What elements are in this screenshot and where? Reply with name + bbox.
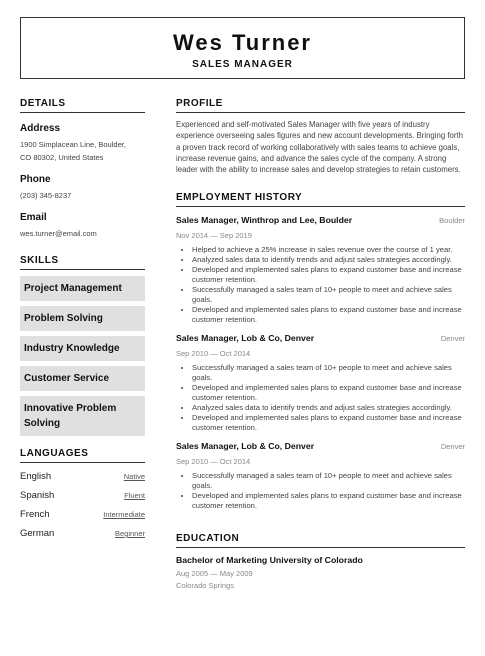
job-bullets xyxy=(176,245,465,325)
job-bullet: • Developed and implemented sales plans to expand customer base and increase customer retention. xyxy=(192,265,465,285)
phone-label: Phone xyxy=(20,174,51,185)
job-title: Sales Manager, Lob & Co, Denver xyxy=(176,333,315,344)
job-bullets xyxy=(176,363,465,433)
education-dates: Aug 2005 — May 2009 xyxy=(176,569,253,579)
job-bullet: • Successfully managed a sales team of 10+ people to meet and achieve sales goals. xyxy=(192,285,465,305)
address-line2: CO 80302, United States xyxy=(20,153,104,162)
languages-heading: LANGUAGES xyxy=(20,448,145,463)
language-name: Spanish xyxy=(20,490,55,501)
job-dates: Nov 2014 — Sep 2019 xyxy=(176,231,252,241)
job-bullet: • Analyzed sales data to identify trends and adjust sales strategies accordingly. xyxy=(192,403,465,413)
language-level: Fluent xyxy=(124,491,145,500)
skill-item: Innovative Problem Solving xyxy=(20,396,145,436)
job-bullets xyxy=(176,471,465,511)
job-bullet: • Analyzed sales data to identify trends and adjust sales strategies accordingly. xyxy=(192,255,465,265)
right-column xyxy=(176,98,465,590)
language-level: Beginner xyxy=(114,529,145,538)
education-heading: EDUCATION xyxy=(176,533,465,548)
languages-list xyxy=(20,467,145,543)
address-line1: 1900 Simplacean Line, Boulder, xyxy=(20,140,126,149)
language-name: French xyxy=(20,509,50,520)
job-title: Sales Manager, Lob & Co, Denver xyxy=(176,441,315,452)
job-dates: Sep 2010 — Oct 2014 xyxy=(176,457,251,467)
job-title: Sales Manager, Winthrop and Lee, Boulder xyxy=(176,215,353,226)
skill-item: Problem Solving xyxy=(20,306,145,331)
resume-header xyxy=(20,17,465,79)
language-name: German xyxy=(20,528,55,539)
job-entry xyxy=(176,215,465,325)
skill-item: Project Management xyxy=(20,276,145,301)
job-entry xyxy=(176,441,465,511)
address-label: Address xyxy=(20,123,61,134)
education-degree: Bachelor of Marketing University of Colorado xyxy=(176,555,363,566)
email-label: Email xyxy=(20,212,47,223)
job-bullet: • Successfully managed a sales team of 10+ people to meet and achieve sales goals. xyxy=(192,363,465,383)
job-bullet: • Developed and implemented sales plans to expand customer base and increase customer retention. xyxy=(192,413,465,433)
education-location: Colorado Springs xyxy=(176,581,234,591)
language-level: Intermediate xyxy=(103,510,145,519)
email-value: wes.turner@email.com xyxy=(20,229,97,238)
employment-heading: EMPLOYMENT HISTORY xyxy=(176,192,465,207)
language-level: Native xyxy=(123,472,145,481)
language-row xyxy=(20,486,145,505)
candidate-role: SALES MANAGER xyxy=(192,59,293,70)
job-location: Denver xyxy=(440,442,465,452)
language-name: English xyxy=(20,471,52,482)
job-bullet: • Successfully managed a sales team of 10+ people to meet and achieve sales goals. xyxy=(192,471,465,491)
job-entry xyxy=(176,333,465,433)
language-row xyxy=(20,467,145,486)
candidate-name: Wes Turner xyxy=(173,30,312,55)
job-location: Boulder xyxy=(439,216,465,226)
skill-item: Customer Service xyxy=(20,366,145,391)
skill-item: Industry Knowledge xyxy=(20,336,145,361)
skills-list xyxy=(20,276,145,436)
profile-text: Experienced and self-motivated Sales Manager with five years of industry experience overseeing sales figures and new account developments. Bringing forth a proven track record of working collaboratively with sales teams to achieve goals, increase revenue gains, and advance the sales cycle of the company. A strong leader with the ability to increase sales and develop strategies to retain customers. xyxy=(176,120,463,175)
skills-heading: SKILLS xyxy=(20,255,145,270)
job-bullet: • Helped to achieve a 25% increase in sales revenue over the course of 1 year. xyxy=(192,245,465,255)
language-row xyxy=(20,505,145,524)
phone-value: (203) 345-8237 xyxy=(20,191,72,200)
job-bullet: • Developed and implemented sales plans to expand customer base and increase customer retention. xyxy=(192,491,465,511)
profile-heading: PROFILE xyxy=(176,98,465,113)
job-location: Denver xyxy=(440,334,465,344)
address-value xyxy=(20,138,145,164)
left-column xyxy=(20,98,145,543)
details-heading: DETAILS xyxy=(20,98,145,113)
job-bullet: • Developed and implemented sales plans to expand customer base and increase customer retention. xyxy=(192,305,465,325)
job-dates: Sep 2010 — Oct 2014 xyxy=(176,349,251,359)
job-bullet: • Developed and implemented sales plans to expand customer base and increase customer retention. xyxy=(192,383,465,403)
language-row xyxy=(20,524,145,543)
